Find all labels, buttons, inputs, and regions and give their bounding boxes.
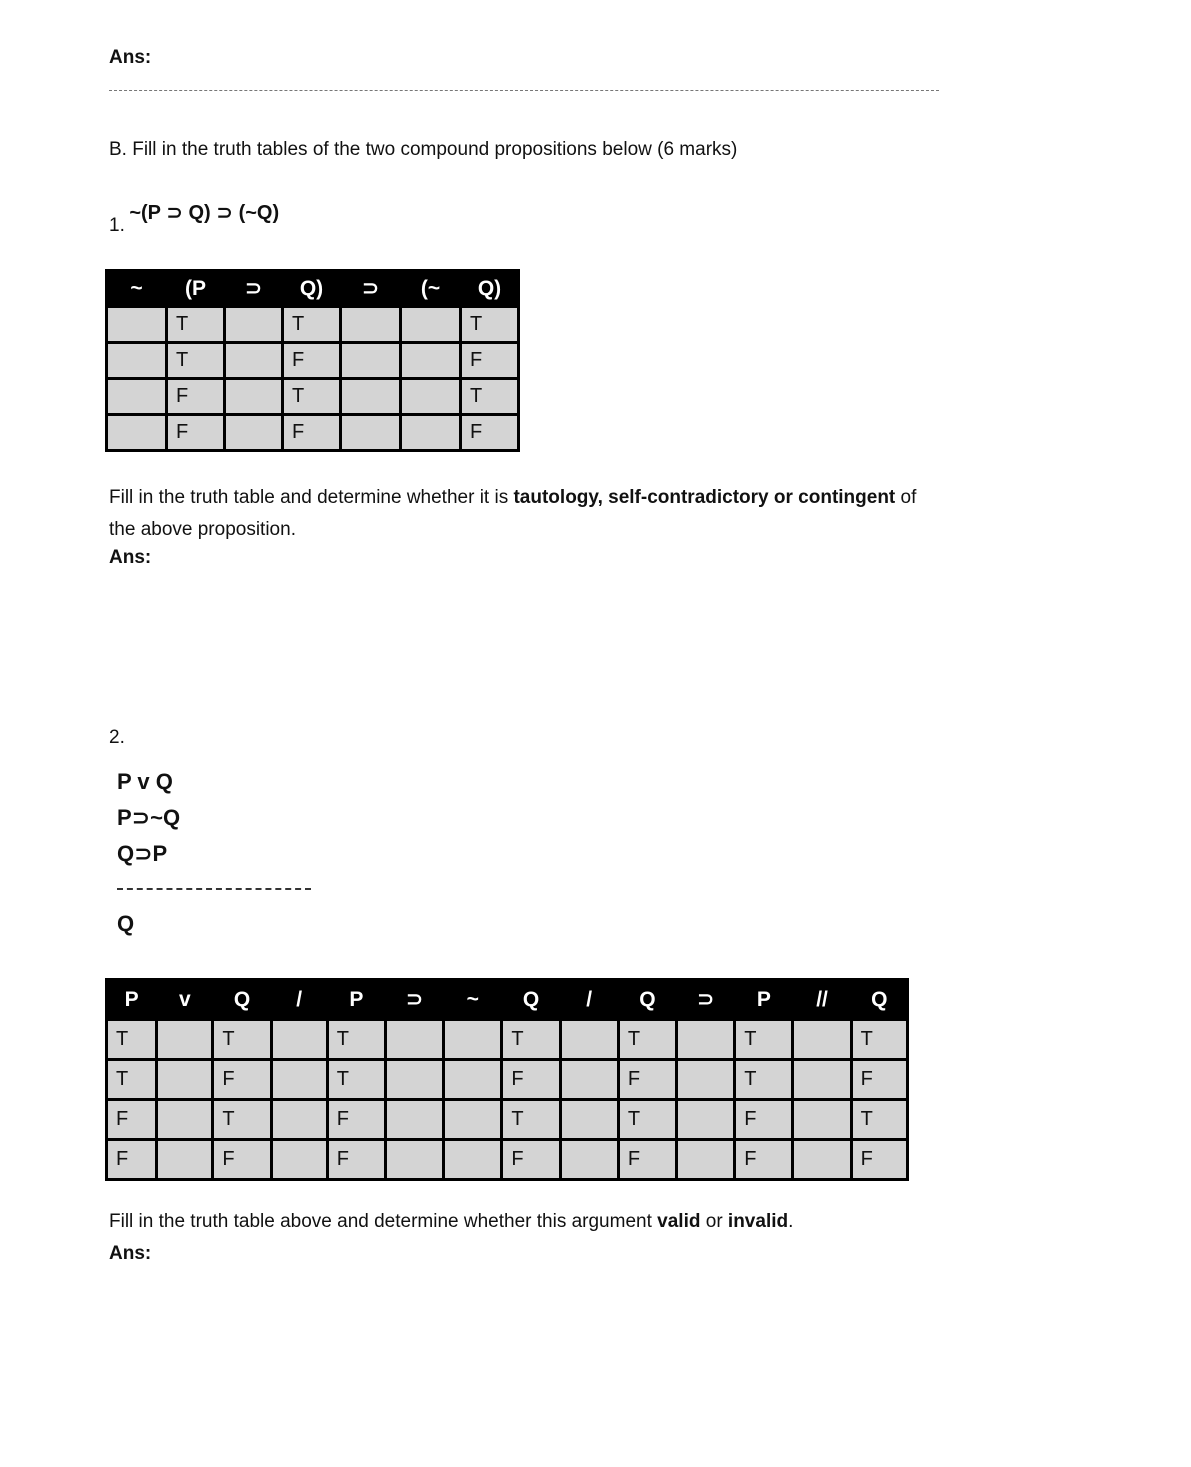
q2-table-cell[interactable] [271,1100,327,1140]
q2-table-cell[interactable] [793,1020,851,1060]
q1-instruction-line2: the above proposition. [109,519,296,540]
q2-or: or [700,1211,728,1232]
q2-header-cell: Q [618,980,676,1020]
q1-table-cell[interactable]: T [461,307,519,343]
q1-table-cell[interactable] [107,415,167,451]
q2-table-cell[interactable] [157,1140,213,1180]
q2-header-row [107,980,908,1020]
q2-table-cell[interactable] [157,1100,213,1140]
q2-table-cell[interactable] [444,1140,502,1180]
q2-header-cell: / [560,980,618,1020]
q1-table-cell[interactable] [107,343,167,379]
q2-table-cell[interactable] [386,1020,444,1060]
q2-table-cell[interactable]: F [213,1060,271,1100]
q1-instruction-options: tautology, self-contradictory or contingent [513,487,896,508]
q2-premise-1: P v Q [117,769,173,794]
q1-formula: ~(P ⊃ Q) ⊃ (~Q) [129,202,280,224]
q1-table-cell[interactable] [401,415,461,451]
q2-instruction [109,1206,793,1238]
q1-table-cell[interactable]: F [283,415,341,451]
q2-table-cell[interactable] [157,1020,213,1060]
q2-table-cell[interactable]: T [502,1100,560,1140]
q2-table-cell[interactable] [444,1100,502,1140]
q2-table-cell[interactable] [560,1100,618,1140]
q2-table-cell[interactable]: T [107,1020,157,1060]
q1-table-cell[interactable] [107,379,167,415]
q2-table-cell[interactable] [271,1140,327,1180]
q1-table-cell[interactable]: F [167,415,225,451]
q2-table-cell[interactable] [386,1060,444,1100]
q2-conclusion-divider [117,888,311,890]
q2-table-cell[interactable] [677,1060,735,1100]
q1-table-cell[interactable]: T [167,307,225,343]
q2-header-cell: / [271,980,327,1020]
q1-table-cell[interactable]: T [167,343,225,379]
q2-number: 2. [109,727,125,748]
q2-table-row [107,1060,908,1100]
q2-table-cell[interactable]: T [618,1100,676,1140]
q2-table-cell[interactable]: F [213,1140,271,1180]
q1-header-cell: Q) [283,271,341,307]
q1-table-row [107,307,519,343]
q1-table-cell[interactable]: T [461,379,519,415]
q2-table-cell[interactable]: T [851,1020,907,1060]
q2-table-cell[interactable]: F [107,1100,157,1140]
q2-table-cell[interactable]: T [851,1100,907,1140]
q2-instruction-prefix: Fill in the truth table above and determine whether this argument [109,1211,658,1232]
q2-table-cell[interactable] [444,1060,502,1100]
q1-table-cell[interactable] [341,307,401,343]
q2-table-cell[interactable] [793,1100,851,1140]
q2-header-cell: P [327,980,385,1020]
top-ans-label: Ans: [109,47,152,68]
q2-table-cell[interactable]: F [851,1140,907,1180]
q2-header-cell: P [107,980,157,1020]
q1-table-cell[interactable] [225,343,283,379]
q2-table-cell[interactable]: F [502,1060,560,1100]
q1-table-cell[interactable]: T [283,379,341,415]
q2-header-cell: v [157,980,213,1020]
q1-instruction-prefix: Fill in the truth table and determine whether it is [109,487,514,508]
q2-table-cell[interactable] [560,1020,618,1060]
q1-header [109,200,280,236]
q1-instruction-suffix: of [895,487,917,508]
q2-header-cell: ⊃ [386,980,444,1020]
q1-table-cell[interactable] [225,307,283,343]
q2-table-row [107,1100,908,1140]
q2-header-cell: Q [851,980,907,1020]
q2-premises [117,764,180,872]
q2-table-cell[interactable] [386,1100,444,1140]
q2-premise-2: P⊃~Q [117,805,181,830]
q2-table-cell[interactable]: F [327,1100,385,1140]
q2-premise-3: Q⊃P [117,841,168,866]
q1-table-cell[interactable] [225,379,283,415]
q1-table-cell[interactable] [401,307,461,343]
q2-valid: valid [657,1211,701,1232]
q2-header-cell: Q [502,980,560,1020]
section-divider [109,90,939,91]
q1-table-cell[interactable] [401,379,461,415]
q2-table-cell[interactable]: F [502,1140,560,1180]
q2-table-cell[interactable]: F [735,1100,793,1140]
q2-table-cell[interactable]: F [327,1140,385,1180]
q2-invalid: invalid [727,1211,789,1232]
q1-table-cell[interactable] [341,343,401,379]
q2-table-cell[interactable]: F [735,1140,793,1180]
q1-table-cell[interactable]: T [283,307,341,343]
q1-table-cell[interactable] [401,343,461,379]
q1-table-cell[interactable] [225,415,283,451]
q2-table-cell[interactable] [386,1140,444,1180]
q2-table-cell[interactable]: T [213,1020,271,1060]
q2-period: . [788,1211,794,1232]
q2-table-cell[interactable] [677,1100,735,1140]
q2-table-cell[interactable]: F [618,1060,676,1100]
q2-ans-label: Ans: [109,1243,152,1264]
section-b-heading: B. Fill in the truth tables of the two compound propositions below (6 marks) [109,139,738,160]
q1-truth-table [105,269,520,452]
q2-header-cell: ⊃ [677,980,735,1020]
q1-table-cell[interactable] [341,415,401,451]
q1-header-cell: (~ [401,271,461,307]
q2-table-cell[interactable] [560,1060,618,1100]
q2-table-cell[interactable] [560,1140,618,1180]
q1-header-cell: Q) [461,271,519,307]
q2-table-cell[interactable] [677,1140,735,1180]
q1-table-cell[interactable]: F [283,343,341,379]
q1-header-row [107,271,519,307]
q2-table-cell[interactable] [793,1060,851,1100]
q2-header-cell: ~ [444,980,502,1020]
q1-table-cell[interactable] [341,379,401,415]
q1-header-cell: ⊃ [225,271,283,307]
q2-table-cell[interactable]: T [618,1020,676,1060]
q1-header-cell: (P [167,271,225,307]
q2-table-cell[interactable] [157,1060,213,1100]
q1-table-row [107,415,519,451]
q2-conclusion: Q [117,911,135,936]
q1-instruction [109,482,1089,514]
q2-table-row [107,1140,908,1180]
q1-table-cell[interactable]: F [167,379,225,415]
q2-table-cell[interactable]: F [618,1140,676,1180]
q2-table-cell[interactable]: T [735,1020,793,1060]
q2-table-row [107,1020,908,1060]
q2-table-cell[interactable]: T [327,1020,385,1060]
q1-number: 1. [109,215,125,236]
q2-header-cell: P [735,980,793,1020]
q2-table-cell[interactable]: T [327,1060,385,1100]
q2-header-cell: // [793,980,851,1020]
q1-table-cell[interactable]: F [461,415,519,451]
q1-header-cell: ⊃ [341,271,401,307]
q2-table-cell[interactable]: T [213,1100,271,1140]
q2-header-cell: Q [213,980,271,1020]
q1-table-row [107,343,519,379]
q2-table-cell[interactable] [444,1020,502,1060]
q2-table-cell[interactable] [793,1140,851,1180]
q2-table-cell[interactable]: T [735,1060,793,1100]
q1-header-cell: ~ [107,271,167,307]
q2-table-cell[interactable] [677,1020,735,1060]
q2-table-cell[interactable] [271,1060,327,1100]
q1-table-cell[interactable]: F [461,343,519,379]
q2-table-cell[interactable]: F [851,1060,907,1100]
q1-table-row [107,379,519,415]
q2-table-cell[interactable]: T [502,1020,560,1060]
q2-table-cell[interactable]: T [107,1060,157,1100]
q1-ans-label: Ans: [109,547,152,568]
q2-table-cell[interactable]: F [107,1140,157,1180]
q1-table-cell[interactable] [107,307,167,343]
q2-truth-table [105,978,909,1181]
q2-table-cell[interactable] [271,1020,327,1060]
